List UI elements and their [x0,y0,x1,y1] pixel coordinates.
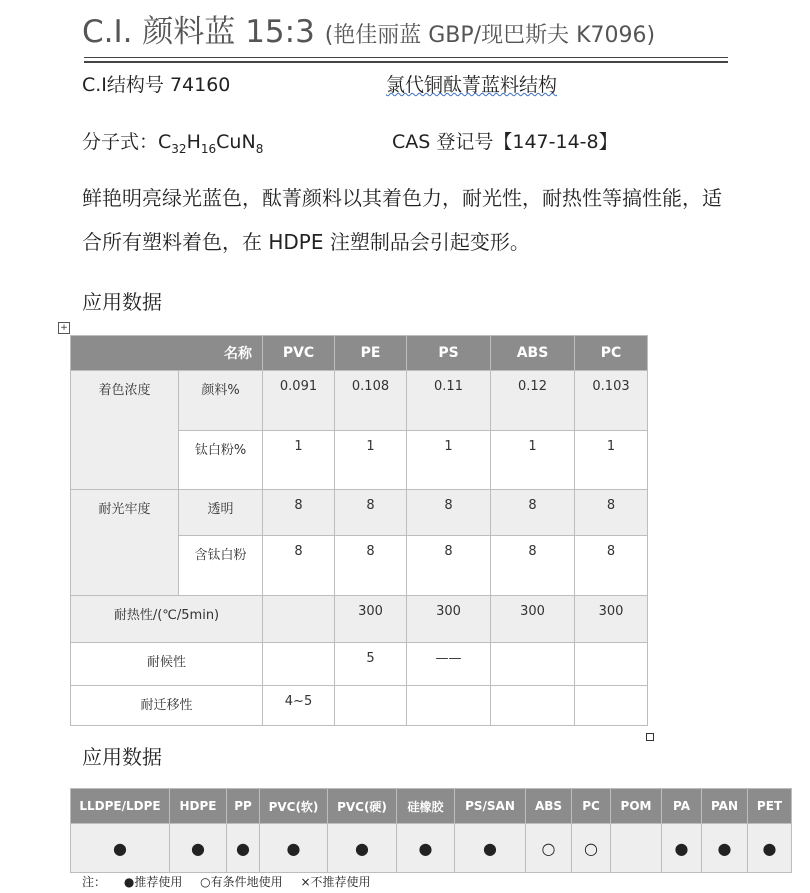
table-header-row [71,336,648,371]
cell [263,596,335,643]
cell: 8 [263,536,335,596]
cell [263,643,335,686]
application-suitability-table [70,788,792,873]
cell: 8 [335,490,407,536]
table-row [71,371,648,431]
ci-number: C.I结构号 74160 [82,74,231,96]
cell [575,686,648,726]
suitability-cell: ● [662,824,702,873]
cell: 8 [575,490,648,536]
header-lldpe-ldpe: LLDPE/LDPE [71,789,170,824]
page-title [82,6,655,51]
note-not-recommended: ×不推荐使用 [300,875,371,889]
description [82,176,722,264]
cas-number: CAS 登记号【147-14-8】 [392,131,618,153]
group-color-strength: 着色浓度 [71,371,179,490]
header-pet: PET [748,789,792,824]
note-prefix: 注： [82,875,107,889]
cell: 300 [491,596,575,643]
header-pom: POM [611,789,662,824]
cell: 0.103 [575,371,648,431]
header-pvc: PVC [263,336,335,371]
header-pan: PAN [702,789,748,824]
suitability-cell: ○ [572,824,611,873]
suitability-cell: ● [748,824,792,873]
suitability-cell: ● [702,824,748,873]
cell [575,643,648,686]
suitability-cell [611,824,662,873]
title-rule-thin [84,57,728,58]
suitability-header-row [71,789,792,824]
structure-name: 氯代铜酞菁蓝料结构 [386,74,558,96]
cell [491,643,575,686]
table-move-handle-icon[interactable]: + [58,322,70,334]
header-silicone-rubber: 硅橡胶 [397,789,455,824]
suitability-cell: ○ [526,824,572,873]
cell: 0.11 [407,371,491,431]
header-abs: ABS [491,336,575,371]
application-data-table [70,335,648,726]
cell [491,686,575,726]
cell: 300 [407,596,491,643]
cell: 0.091 [263,371,335,431]
cell: 300 [335,596,407,643]
row-label-migration: 耐迁移性 [71,686,263,726]
suitability-cell: ● [170,824,227,873]
note-conditional: ○有条件地使用 [200,875,283,889]
title-rule-thick [84,61,728,63]
header-ps-san: PS/SAN [455,789,526,824]
cell: 8 [263,490,335,536]
cell: 8 [491,536,575,596]
cell: 1 [335,431,407,490]
suitability-cell: ● [455,824,526,873]
table-resize-handle[interactable] [646,733,654,741]
suitability-cell: ● [260,824,328,873]
cell: 8 [575,536,648,596]
cell: 1 [407,431,491,490]
header-name: 名称 [71,336,263,371]
row-label: 钛白粉% [179,431,263,490]
cell: 0.108 [335,371,407,431]
row-label-weather: 耐候性 [71,643,263,686]
cell: —— [407,643,491,686]
cell: 5 [335,643,407,686]
group-lightfastness: 耐光牢度 [71,490,179,596]
formula-label: 分子式： [82,131,159,153]
cell: 300 [575,596,648,643]
table-row [71,490,648,536]
suitability-cell: ● [328,824,397,873]
header-pp: PP [227,789,260,824]
suitability-values-row [71,824,792,873]
row-label: 颜料% [179,371,263,431]
header-pc: PC [572,789,611,824]
cell: 1 [491,431,575,490]
table-row [71,596,648,643]
cell: 1 [263,431,335,490]
cell [335,686,407,726]
section-heading-2: 应用数据 [82,745,162,769]
cell: 8 [335,536,407,596]
suitability-cell: ● [397,824,455,873]
cell: 8 [407,490,491,536]
cell: 8 [407,536,491,596]
cell: 0.12 [491,371,575,431]
row-label-heat: 耐热性/(℃/5min) [71,596,263,643]
molecular-formula: 分子式：$C_{32}H_{16}CuN_8$ [82,131,264,156]
header-pe: PE [335,336,407,371]
table-row [71,686,648,726]
cell: 1 [575,431,648,490]
section-heading-1: 应用数据 [82,290,162,314]
legend-note [82,873,385,890]
header-pvc-soft: PVC(软) [260,789,328,824]
note-recommended: ●推荐使用 [123,875,183,889]
description-text: 鲜艳明亮绿光蓝色，酞菁颜料以其着色力，耐光性，耐热性等搞性能，适合所有塑料着色，在 HDPE 注塑制品会引起变形。 [82,186,722,254]
header-hdpe: HDPE [170,789,227,824]
title-subtitle: (艳佳丽蓝 GBP/现巴斯夫 K7096) [324,23,656,48]
row-label: 含钛白粉 [179,536,263,596]
header-pvc-hard: PVC(硬) [328,789,397,824]
row-label: 透明 [179,490,263,536]
suitability-cell: ● [227,824,260,873]
cell: 8 [491,490,575,536]
cell: 4~5 [263,686,335,726]
header-pc: PC [575,336,648,371]
table-row [71,643,648,686]
header-ps: PS [407,336,491,371]
header-abs: ABS [526,789,572,824]
title-main: C.I. 颜料蓝 15:3 [82,14,315,50]
suitability-cell: ● [71,824,170,873]
header-pa: PA [662,789,702,824]
cell [407,686,491,726]
